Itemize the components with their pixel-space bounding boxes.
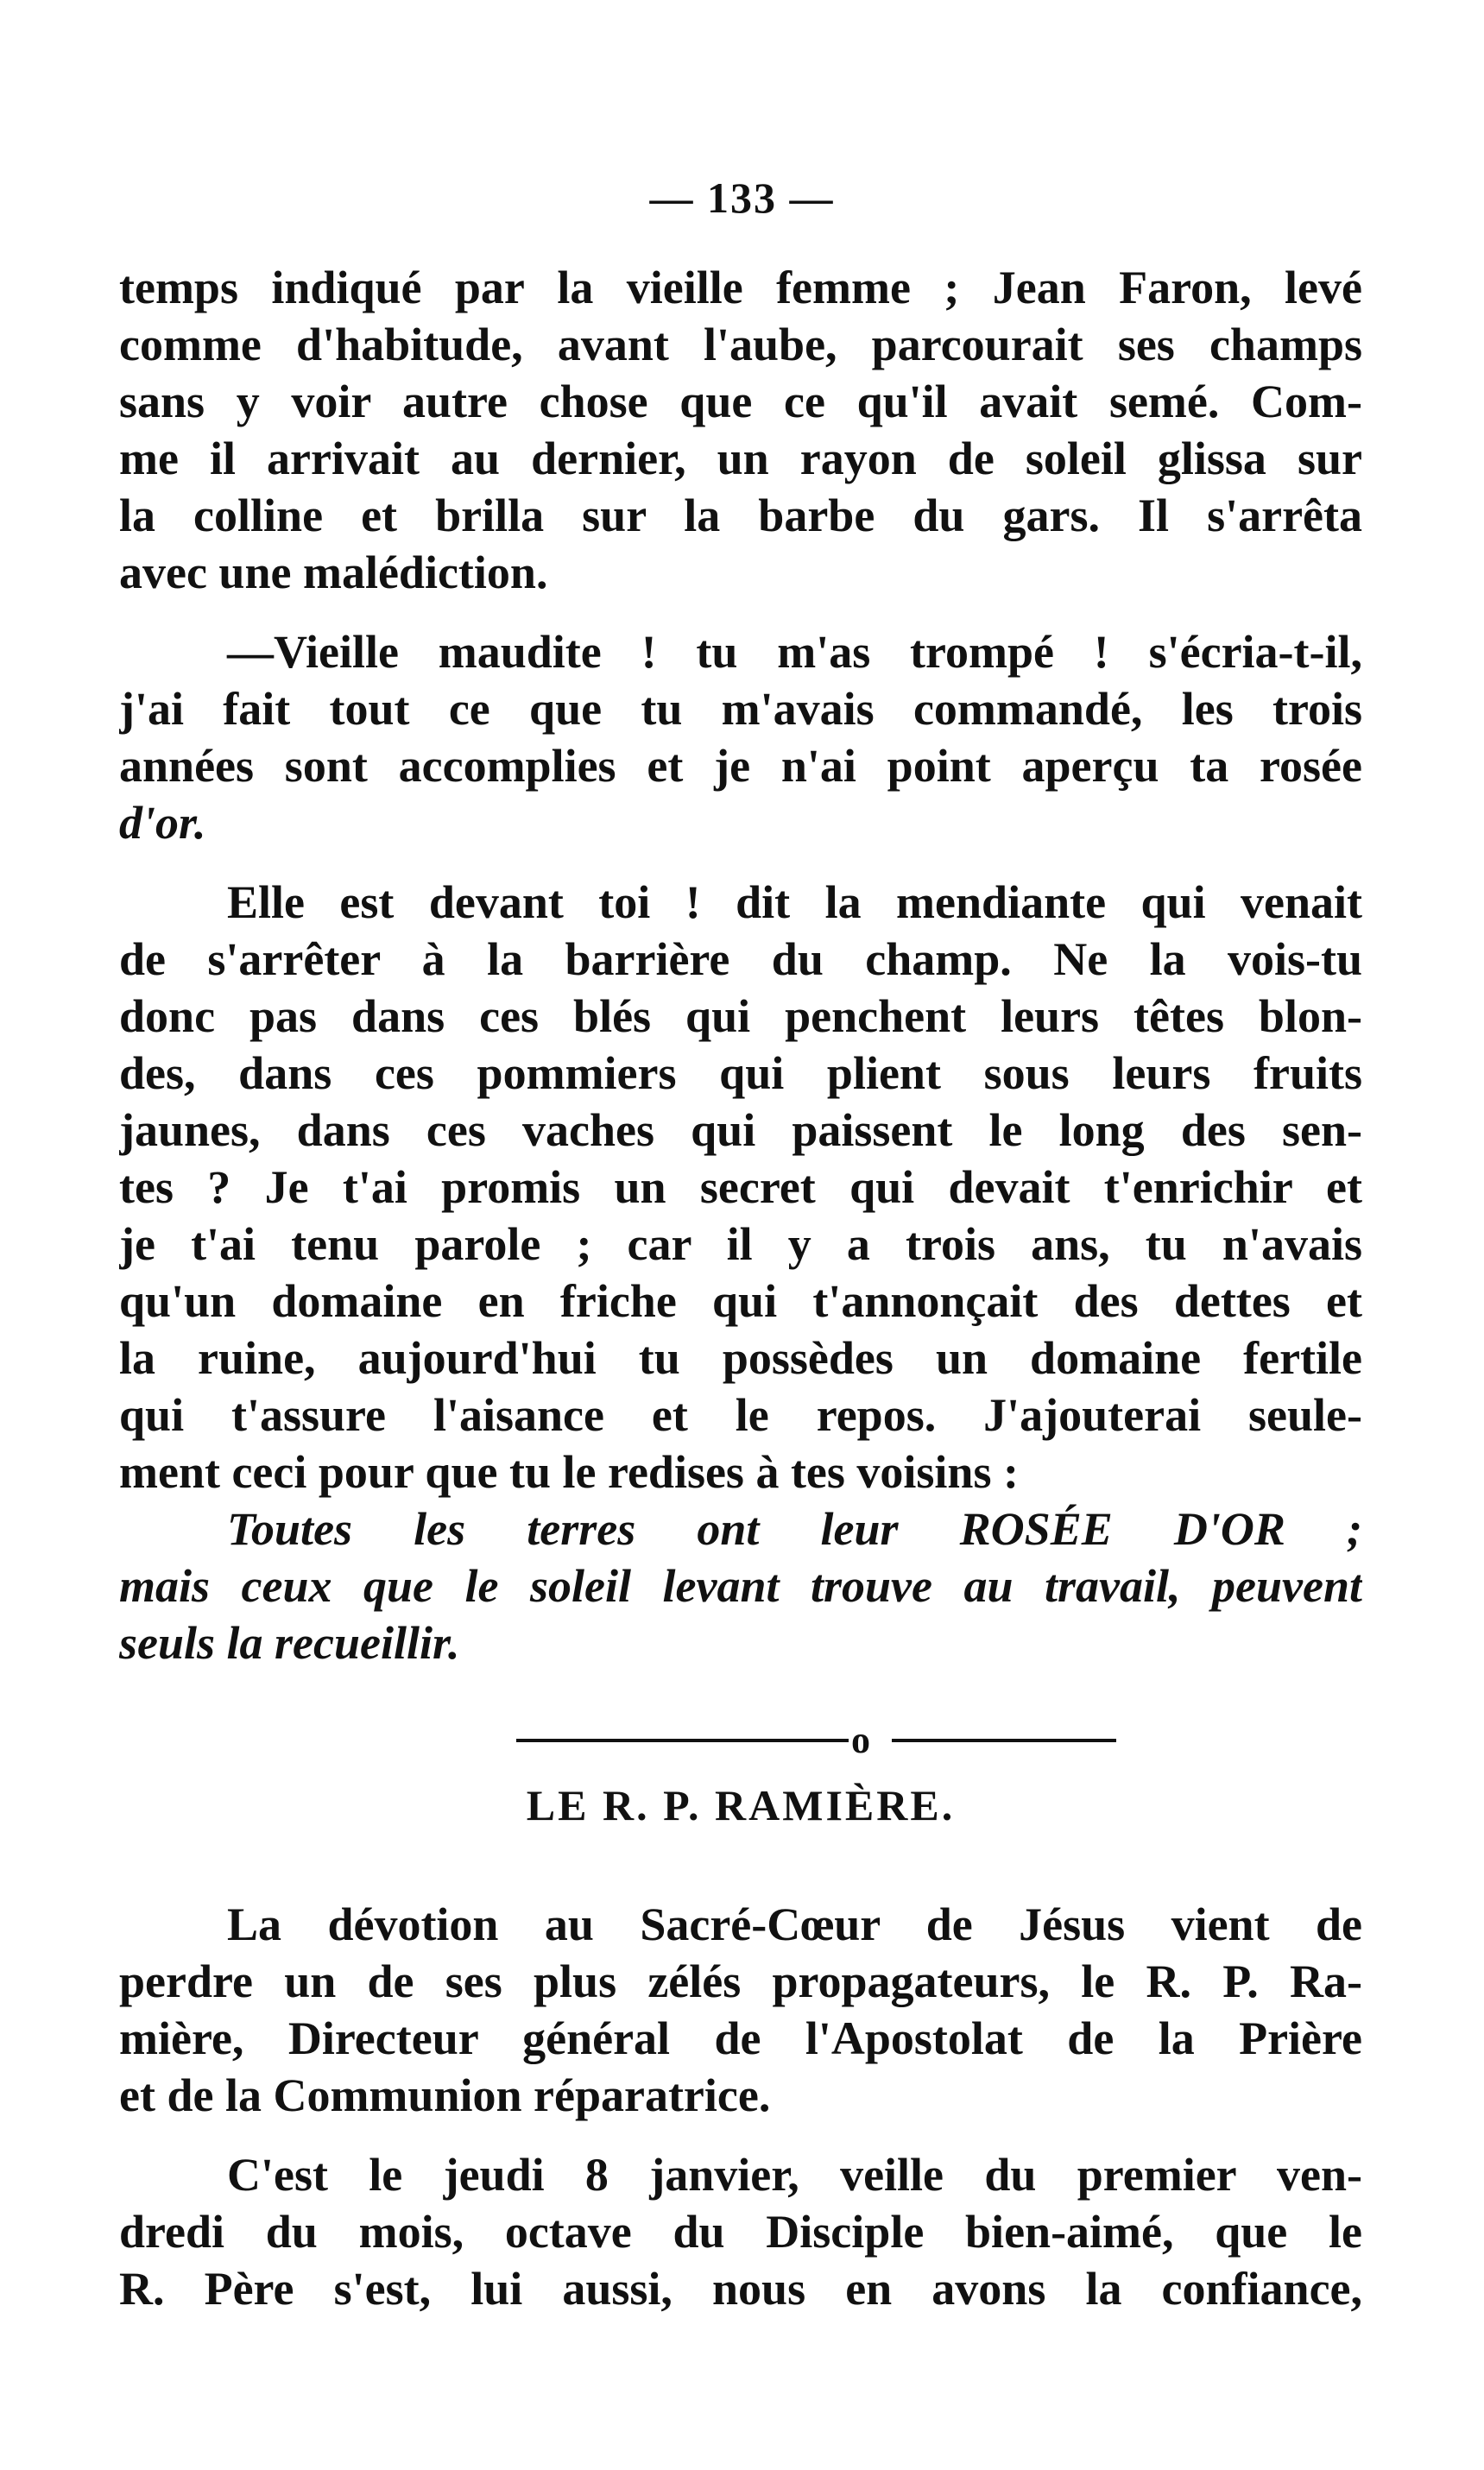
text-line: La dévotion au Sacré-Cœur de Jésus vient de bbox=[227, 1898, 1362, 1950]
text-line: —Vieille maudite ! tu m'as trompé ! s'écria-t-il, bbox=[227, 626, 1362, 678]
text-line: mais ceux que le soleil levant trouve au travail, peuvent bbox=[119, 1560, 1362, 1612]
page-number: — 133 — bbox=[649, 174, 835, 222]
section-title: LE R. P. RAMIÈRE. bbox=[526, 1781, 956, 1829]
section-divider bbox=[119, 1706, 1362, 1775]
text-line: avec une malédiction. bbox=[119, 546, 548, 598]
text-line: de s'arrêter à la barrière du champ. Ne la vois-tu bbox=[119, 933, 1362, 985]
text-line: C'est le jeudi 8 janvier, veille du premier ven- bbox=[227, 2149, 1362, 2201]
text-line: j'ai fait tout ce que tu m'avais commandé, les trois bbox=[119, 683, 1362, 735]
text-line: mière, Directeur général de l'Apostolat de la Prière bbox=[119, 2012, 1362, 2064]
reply-paragraph bbox=[119, 623, 1362, 851]
text-line: la ruine, aujourd'hui tu possèdes un domaine fertile bbox=[119, 1332, 1362, 1384]
text-line: perdre un de ses plus zélés propagateurs, le R. P. Ra- bbox=[119, 1955, 1362, 2007]
text-line: Toutes les terres ont leur ROSÉE D'OR ; bbox=[227, 1503, 1362, 1555]
text-line: ment ceci pour que tu le redises à tes voisins : bbox=[119, 1446, 1019, 1498]
text-line: R. Père s'est, lui aussi, nous en avons la confiance, bbox=[119, 2263, 1362, 2315]
text-line: qu'un domaine en friche qui t'annonçait des dettes et bbox=[119, 1275, 1362, 1327]
text-line: donc pas dans ces blés qui penchent leurs têtes blon- bbox=[119, 990, 1362, 1042]
story-paragraph bbox=[119, 259, 1362, 601]
divider-rule-right bbox=[892, 1739, 1116, 1742]
text-line: temps indiqué par la vieille femme ; Jean Faron, levé bbox=[119, 262, 1362, 313]
divider-rule-left bbox=[516, 1739, 849, 1742]
spacer bbox=[119, 601, 1362, 623]
spacer bbox=[119, 1671, 1362, 1706]
text-line: qui t'assure l'aisance et le repos. J'ajouterai seule- bbox=[119, 1389, 1362, 1441]
answer-paragraph bbox=[119, 874, 1362, 1500]
text-line: la colline et brilla sur la barbe du gars. Il s'arrêta bbox=[119, 490, 1362, 541]
text-line: tes ? Je t'ai promis un secret qui devait t'enrichir et bbox=[119, 1161, 1362, 1213]
text-line: Elle est devant toi ! dit la mendiante qui venait bbox=[227, 876, 1362, 928]
moral-paragraph bbox=[119, 1500, 1362, 1671]
section-paragraph-2 bbox=[119, 2146, 1362, 2317]
text-line: comme d'habitude, avant l'aube, parcourait ses champs bbox=[119, 319, 1362, 370]
text-line: me il arrivait au dernier, un rayon de soleil glissa sur bbox=[119, 433, 1362, 484]
text-line: années sont accomplies et je n'ai point aperçu ta rosée bbox=[119, 740, 1362, 792]
italic-text-run: d'or. bbox=[119, 797, 206, 849]
text-line bbox=[119, 794, 1362, 851]
divider-mark: o bbox=[851, 1719, 870, 1761]
text-line: jaunes, dans ces vaches qui paissent le long des sen- bbox=[119, 1104, 1362, 1156]
text-line: et de la Communion réparatrice. bbox=[119, 2069, 771, 2121]
spacer bbox=[119, 1835, 1362, 1896]
spacer bbox=[119, 2124, 1362, 2146]
section-paragraph-1 bbox=[119, 1896, 1362, 2124]
text-line: sans y voir autre chose que ce qu'il avait semé. Com- bbox=[119, 376, 1362, 427]
text-line: je t'ai tenu parole ; car il y a trois ans, tu n'avais bbox=[119, 1218, 1362, 1270]
text-line: seuls la recueillir. bbox=[119, 1617, 460, 1669]
spacer bbox=[119, 851, 1362, 874]
text-line: dredi du mois, octave du Disciple bien-aimé, que le bbox=[119, 2206, 1362, 2258]
text-line: des, dans ces pommiers qui plient sous leurs fruits bbox=[119, 1047, 1362, 1099]
text-column bbox=[119, 259, 1362, 2317]
